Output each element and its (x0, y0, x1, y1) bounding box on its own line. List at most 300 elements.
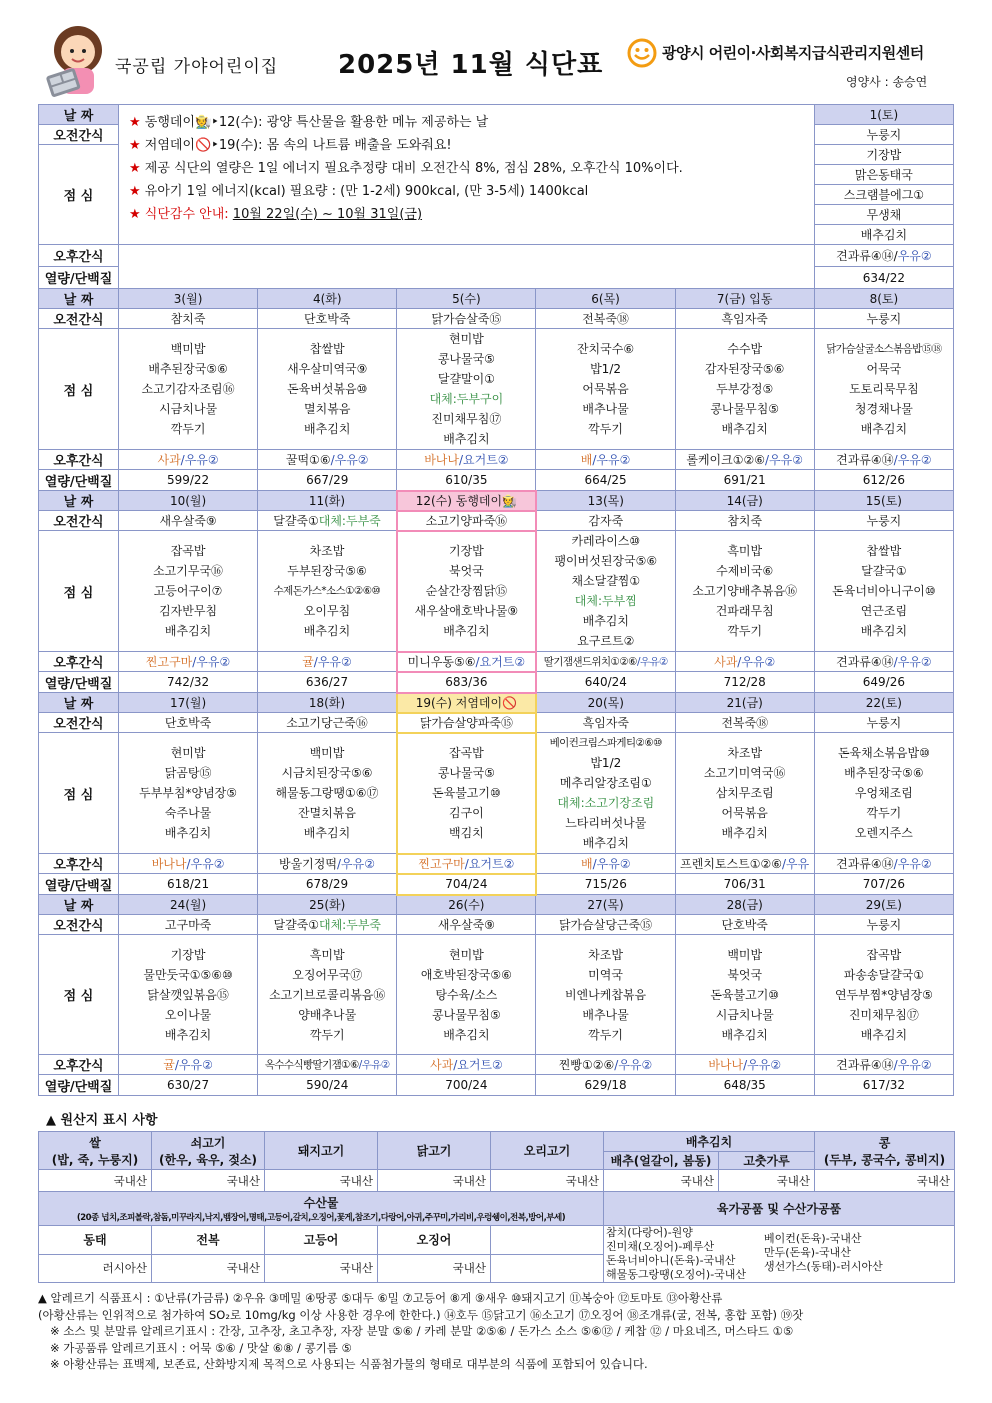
date-cell: 4(화) (258, 289, 397, 309)
morning-snack: 참치죽 (119, 309, 258, 329)
origin-value: 국내산 (378, 1170, 491, 1192)
lunch-item: 양배추나물 (298, 1007, 357, 1022)
afternoon-snack: 바나나/요거트② (397, 450, 536, 470)
lunch-cell (119, 329, 258, 450)
origin-title: ▲ 원산지 표시 사항 (46, 1113, 158, 1128)
afternoon-snack: 방울기정떡/우유② (258, 854, 397, 874)
lunch-item: 찹쌀밥 (866, 544, 902, 558)
kcal-cell: 618/21 (119, 874, 258, 895)
seafood-value: 러시아산 (39, 1254, 152, 1283)
row-label-date: 날 짜 (39, 491, 119, 511)
lunch-cell (814, 531, 953, 652)
kcal-cell: 664/25 (536, 470, 675, 491)
date-cell: 1(토) (814, 105, 953, 125)
afternoon-snack: 견과류④⑭/우유② (814, 652, 953, 672)
row-label-kcal: 열량/단백질 (39, 470, 119, 491)
lunch-item: 두부강정⑤ (716, 382, 774, 396)
date-cell: 22(토) (814, 693, 953, 713)
date-cell: 29(토) (814, 895, 953, 915)
origin-pepper: 고춧가루 (719, 1152, 815, 1170)
date-cell: 11(화) (258, 491, 397, 511)
kindergarten-name: 국공립 가야어린이집 (115, 57, 279, 77)
lunch-item: 도토리묵무침 (849, 382, 919, 396)
center-name: 광양시 어린이·사회복지급식관리지원센터 (662, 44, 924, 62)
afternoon-snack: 사과/우유② (675, 652, 814, 672)
lunch-cell (536, 733, 675, 854)
lunch-cell (258, 531, 397, 652)
lunch-item: 깍두기 (727, 624, 763, 638)
kcal-cell: 636/27 (258, 672, 397, 693)
row-label-lunch: 점 심 (39, 935, 119, 1055)
lunch-item: 배추김치 (303, 826, 351, 840)
lunch-item: 배추김치 (721, 422, 768, 436)
lunch-item: 현미밥 (170, 746, 206, 760)
seafood-value: 국내산 (152, 1254, 265, 1283)
lunch-item: 잔치국수⑥ (576, 342, 635, 356)
lunch-item: 소고기미역국⑯ (703, 766, 786, 780)
date-cell: 7(금) 입동 (675, 289, 814, 309)
lunch-item: 대체:두부구이 (429, 392, 504, 406)
date-cell: 20(목) (536, 693, 675, 713)
seafood-header: 수산물 (20종 넙치,조피볼락,참돔,미꾸라지,낙지,뱀장어,명태,고등어,갈치,오징어,꽃게,참조기,다랑어,아귀,주꾸미,가리비,우렁쉥이,전복,방어,부세) (39, 1192, 604, 1226)
afternoon-snack: 견과류④⑭/우유② (814, 1055, 953, 1075)
lunch-item: 깍두기 (866, 806, 902, 820)
lunch-item: 어묵볶음 (721, 806, 768, 820)
kcal-cell: 691/21 (675, 470, 814, 491)
lunch-cell (119, 733, 258, 854)
lunch-item: 배추김치 (814, 225, 953, 245)
lunch-item: 요구르트② (577, 634, 635, 648)
lunch-item: 돈육불고기⑩ (710, 987, 780, 1002)
footer-line: (아황산류는 인위적으로 첨가하여 SO₂로 10mg/kg 이상 사용한 경우에 한한다.) ⑭호두 ⑮닭고기 ⑯소고기 ⑰오징어 ⑱조개류(굴, 전복, 홍합 포함) ⑲잣 (38, 1307, 804, 1322)
processed-header: 육가공품 및 수산가공품 (604, 1192, 955, 1226)
row-label-date: 날 짜 (39, 289, 119, 309)
morning-snack: 새우살죽⑨ (119, 511, 258, 531)
lunch-item: 고등어구이⑦ (153, 584, 223, 598)
row-label-lunch: 점 심 (39, 329, 119, 450)
lunch-cell (814, 935, 953, 1055)
lunch-item: 맑은동태국 (814, 165, 953, 185)
footer-line: ※ 소스 및 분말류 알레르기표시 : 간장, 고추장, 초고추장, 자장 분말 ⑤⑥ / 카레 분말 ②⑤⑥ / 돈가스 소스 ⑤⑥⑫ / 케찹 ⑫ / 마요네즈, 머스타드 ①⑤ (50, 1324, 794, 1338)
lunch-item: 소고기감자조림⑯ (141, 382, 235, 396)
lunch-item: 새우살미역국⑨ (287, 362, 368, 376)
date-cell: 14(금) (675, 491, 814, 511)
lunch-item: 배추된장국⑤⑥ (844, 766, 924, 780)
morning-snack: 단호박죽 (258, 309, 397, 329)
lunch-item: 현미밥 (449, 947, 484, 962)
morning-snack: 닭가슴살양파죽⑮ (397, 713, 536, 733)
lunch-item: 흑미밥 (309, 947, 345, 962)
footer-line: ▲ 알레르기 식품표시 : ①난류(가금류) ②우유 ③메밀 ④땅콩 ⑤대두 ⑥밀 ⑦고등어 ⑧게 ⑨새우 ⑩돼지고기 ⑪복숭아 ⑫토마토 ⑬아황산류 (38, 1291, 723, 1305)
lunch-item: 배추김치 (164, 1027, 212, 1042)
date-cell: 24(월) (119, 895, 258, 915)
lunch-item: 애호박된장국⑤⑥ (420, 967, 512, 982)
row-label-lunch: 점 심 (39, 531, 119, 652)
lunch-item: 기장밥 (814, 145, 953, 165)
lunch-item: 백김치 (449, 826, 484, 840)
afternoon-snack: 귤/우유② (258, 652, 397, 672)
morning-snack: 달걀죽①대체:두부죽 (258, 511, 397, 531)
date-cell: 25(화) (258, 895, 397, 915)
lunch-item: 깍두기 (588, 422, 623, 436)
date-cell: 27(목) (536, 895, 675, 915)
seafood-value: 국내산 (378, 1254, 491, 1283)
lunch-cell (397, 531, 536, 652)
note-2: ★ 저염데이🚫‣19(수): 몸 속의 나트륨 배출을 도와줘요! (129, 138, 452, 153)
origin-value: 국내산 (719, 1170, 815, 1192)
origin-duck: 오리고기 (491, 1132, 604, 1170)
lunch-item: 연근조림 (860, 604, 908, 618)
row-label-date: 날 짜 (39, 105, 119, 125)
origin-rice: 쌀 (밥, 죽, 누룽지) (39, 1132, 152, 1170)
lunch-cell (536, 531, 675, 652)
lunch-item: 백미밥 (170, 342, 206, 356)
afternoon-snack: 미니우동⑤⑥/요거트② (397, 652, 536, 672)
origin-bean: 콩 (두부, 콩국수, 콩비지) (815, 1132, 955, 1170)
afternoon-snack: 귤/우유② (119, 1055, 258, 1075)
lunch-item: 배추나물 (582, 402, 629, 416)
row-label-afternoon: 오후간식 (39, 1055, 119, 1075)
row-label-date: 날 짜 (39, 895, 119, 915)
date-cell: 8(토) (814, 289, 953, 309)
kcal-cell: 634/22 (814, 267, 953, 289)
lunch-item: 찹쌀밥 (309, 342, 345, 356)
lunch-item: 오이나물 (164, 1007, 212, 1022)
lunch-item: 어묵볶음 (582, 382, 629, 396)
lunch-item: 배추김치 (164, 624, 212, 638)
afternoon-snack: 딸기잼샌드위치①②⑥/우유② (536, 652, 675, 672)
row-label-morning: 오전간식 (39, 125, 119, 145)
lunch-item: 배추김치 (860, 422, 908, 436)
nutritionist: 영양사 : 송승연 (846, 75, 928, 89)
lunch-item: 순살간장찜닭⑮ (425, 584, 508, 598)
afternoon-snack: 바나나/우유② (119, 854, 258, 874)
morning-snack: 흑임자죽 (675, 309, 814, 329)
lunch-item: 달걀국① (861, 564, 907, 578)
kcal-cell: 678/29 (258, 874, 397, 895)
afternoon-snack: 사과/우유② (119, 450, 258, 470)
date-cell: 3(월) (119, 289, 258, 309)
lunch-item: 콩나물무침⑤ (432, 1007, 501, 1022)
lunch-item: 콩나물무침⑤ (710, 402, 780, 416)
afternoon-snack: 찐고구마/요거트② (397, 854, 536, 874)
lunch-item: 돈육채소볶음밥⑩ (837, 746, 930, 760)
morning-snack: 누룽지 (814, 511, 953, 531)
date-cell: 6(목) (536, 289, 675, 309)
lunch-item: 닭살깻잎볶음⑮ (147, 987, 229, 1002)
lunch-item: 현미밥 (449, 332, 484, 346)
lunch-item: 감자된장국⑤⑥ (704, 362, 785, 376)
lunch-item: 김자반무침 (159, 604, 218, 618)
lunch-item: 비엔나케찹볶음 (564, 987, 647, 1002)
row-label-morning: 오전간식 (39, 309, 119, 329)
date-cell: 10(월) (119, 491, 258, 511)
lunch-item: 대체:소고기장조림 (557, 796, 655, 810)
row-label-morning: 오전간식 (39, 511, 119, 531)
lunch-item: 오렌지주스 (854, 826, 913, 840)
lunch-item: 배추김치 (721, 1027, 768, 1042)
kcal-cell: 612/26 (814, 470, 953, 491)
origin-kimchi: 배추김치 (604, 1132, 815, 1152)
lunch-item: 메추리알장조림① (559, 776, 652, 790)
row-label-lunch: 점 심 (39, 145, 119, 245)
lunch-item: 차조밥 (588, 947, 623, 962)
lunch-item: 오징어무국⑰ (292, 967, 363, 982)
week0-date-row (39, 105, 954, 125)
lunch-item: 연두부찜*양념장⑤ (834, 987, 933, 1002)
lunch-item: 배추김치 (443, 1027, 490, 1042)
lunch-item: 시금치나물 (159, 402, 218, 416)
lunch-item: 차조밥 (309, 544, 345, 558)
lunch-item: 팽이버섯된장국⑤⑥ (554, 554, 658, 568)
row-label-afternoon: 오후간식 (39, 652, 119, 672)
lunch-item: 파송송달걀국① (843, 967, 925, 982)
afternoon-snack: 견과류④⑭/우유② (814, 854, 953, 874)
kcal-cell: 715/26 (536, 874, 675, 895)
kcal-cell: 707/26 (814, 874, 953, 895)
morning-snack: 누룽지 (814, 309, 953, 329)
lunch-item: 멸치볶음 (304, 402, 351, 416)
lunch-item: 새우살애호박나물⑨ (414, 604, 519, 618)
lunch-item: 돈육너비아니구이⑩ (832, 584, 936, 598)
kcal-cell: 700/24 (397, 1075, 536, 1096)
afternoon-snack: 배/우유② (536, 854, 675, 874)
kcal-cell: 629/18 (536, 1075, 675, 1096)
morning-snack: 단호박죽 (675, 915, 814, 935)
origin-value: 국내산 (152, 1170, 265, 1192)
lunch-cell (814, 329, 953, 450)
allergy-footer (38, 1290, 954, 1373)
lunch-cell (397, 935, 536, 1055)
origin-value: 국내산 (265, 1170, 378, 1192)
lunch-cell (536, 329, 675, 450)
origin-cabbage: 배추(얼갈이, 봄동) (604, 1152, 719, 1170)
row-label-afternoon: 오후간식 (39, 245, 119, 267)
lunch-item: 숙주나물 (164, 806, 212, 820)
lunch-item: 스크램블에그① (814, 185, 953, 205)
child-mascot-icon (42, 22, 114, 100)
origin-value: 국내산 (39, 1170, 152, 1192)
lunch-cell (119, 531, 258, 652)
lunch-cell (675, 733, 814, 854)
lunch-item: 북엇국 (727, 967, 763, 982)
lunch-item: 잡곡밥 (449, 746, 484, 760)
lunch-item: 배추김치 (860, 624, 908, 638)
morning-snack: 닭가슴살당근죽⑮ (536, 915, 675, 935)
morning-snack: 누룽지 (814, 713, 953, 733)
row-label-kcal: 열량/단백질 (39, 874, 119, 895)
morning-snack: 새우살죽⑨ (397, 915, 536, 935)
lunch-item: 수수밥 (727, 342, 763, 356)
row-label-kcal: 열량/단백질 (39, 672, 119, 693)
afternoon-snack: 옥수수식빵딸기잼①⑥/우유② (258, 1055, 397, 1075)
page-header (0, 0, 992, 104)
lunch-item: 백미밥 (727, 947, 763, 962)
lunch-item: 건파래무침 (715, 604, 774, 618)
morning-snack: 닭가슴살죽⑮ (397, 309, 536, 329)
lunch-cell (258, 733, 397, 854)
afternoon-snack: 꿀떡①⑥/우유② (258, 450, 397, 470)
footer-line: ※ 가공품류 알레르기표시 : 어묵 ⑤⑥ / 맛살 ⑥⑧ / 콩기름 ⑤ (50, 1340, 352, 1355)
lunch-item: 카레라이스⑩ (571, 534, 641, 548)
kcal-cell: 648/35 (675, 1075, 814, 1096)
lunch-item: 채소달걀찜① (571, 574, 641, 588)
lunch-item: 콩나물국⑤ (437, 766, 495, 780)
morning-snack: 감자죽 (536, 511, 675, 531)
lunch-cell (397, 733, 536, 854)
kcal-cell: 704/24 (397, 874, 536, 895)
notes-box (119, 105, 815, 245)
date-cell: 5(수) (397, 289, 536, 309)
lunch-item: 밥1/2 (590, 756, 622, 770)
afternoon-snack: 견과류④⑭/우유② (814, 245, 953, 267)
lunch-item: 잡곡밥 (170, 544, 206, 558)
row-label-morning: 오전간식 (39, 915, 119, 935)
lunch-cell (675, 531, 814, 652)
date-cell: 18(화) (258, 693, 397, 713)
lunch-item: 김구이 (449, 806, 484, 820)
lunch-cell (258, 329, 397, 450)
note-3: ★ 제공 식단의 열량은 1일 에너지 필요추정량 대비 오전간식 8%, 점심 28%, 오후간식 10%이다. (129, 161, 683, 176)
lunch-item: 수제비국⑥ (716, 564, 774, 578)
lunch-item: 배추된장국⑤⑥ (148, 362, 228, 376)
morning-snack: 소고기당근죽⑯ (258, 713, 397, 733)
lunch-item: 두부된장국⑤⑥ (287, 564, 367, 578)
lunch-item: 차조밥 (727, 746, 763, 760)
lunch-item: 깍두기 (588, 1027, 623, 1042)
lunch-item: 잔멸치볶음 (298, 806, 356, 820)
lunch-item: 흑미밥 (727, 544, 763, 558)
afternoon-snack: 롤케이크①②⑥/우유② (675, 450, 814, 470)
morning-snack: 전복죽⑱ (675, 713, 814, 733)
note-1: ★ 동행데이🧑‍🌾‣12(수): 광양 특산물을 활용한 메뉴 제공하는 날 (129, 115, 489, 130)
lunch-item: 돈육불고기⑩ (432, 786, 501, 800)
afternoon-snack: 배/우유② (536, 450, 675, 470)
seafood-value: 국내산 (265, 1254, 378, 1283)
lunch-item: 배추김치 (582, 614, 629, 628)
origin-value: 국내산 (604, 1170, 719, 1192)
menu-table (38, 104, 954, 1096)
lunch-item: 해물동그랑땡①⑥⑰ (275, 786, 379, 800)
lunch-cell (258, 935, 397, 1055)
lunch-item: 배추김치 (582, 836, 629, 850)
kcal-cell: 706/31 (675, 874, 814, 895)
date-cell: 28(금) (675, 895, 814, 915)
lunch-item: 달걀말이① (437, 372, 495, 386)
morning-snack: 고구마죽 (119, 915, 258, 935)
date-cell: 19(수) 저염데이🚫 (397, 693, 536, 713)
lunch-item: 배추김치 (304, 422, 351, 436)
origin-beef: 쇠고기 (한우, 육우, 젖소) (152, 1132, 265, 1170)
lunch-item: 배추김치 (860, 1027, 908, 1042)
lunch-item: 돈육버섯볶음⑩ (287, 382, 368, 396)
lunch-item: 두부부침*양념장⑤ (139, 786, 238, 800)
morning-snack: 흑임자죽 (536, 713, 675, 733)
seafood-squid: 오징어 (378, 1226, 491, 1255)
seafood-abalone: 전복 (152, 1226, 265, 1255)
kcal-cell: 630/27 (119, 1075, 258, 1096)
lunch-item: 진미채무침⑰ (848, 1007, 919, 1022)
processed-list: 참치(다랑어)-원양 진미채(오징어)-페루산 돈육너비아니(돈육)-국내산 해물동그랑땡(오징어)-국내산 베이컨(돈육)-국내산 만두(돈육)-국내산 생선가스(동태)-러시아산 (604, 1226, 955, 1283)
date-cell: 26(수) (397, 895, 536, 915)
lunch-item: 수제돈가스*소스①②⑥⑩ (273, 585, 381, 597)
lunch-item: 미역국 (588, 967, 623, 982)
kcal-cell: 599/22 (119, 470, 258, 491)
lunch-item: 탕수육/소스 (435, 987, 498, 1002)
lunch-item: 기장밥 (449, 544, 484, 558)
lunch-item: 소고기무국⑯ (153, 564, 224, 578)
morning-snack: 단호박죽 (119, 713, 258, 733)
lunch-item: 밥1/2 (590, 362, 621, 376)
lunch-item: 진미채무침⑰ (431, 412, 502, 426)
row-label-afternoon: 오후간식 (39, 450, 119, 470)
lunch-item: 삼치무조림 (715, 786, 774, 800)
lunch-item: 청경채나물 (854, 402, 913, 416)
lunch-item: 어묵국 (866, 362, 902, 376)
lunch-item: 무생채 (814, 205, 953, 225)
lunch-item: 배추김치 (443, 624, 490, 638)
afternoon-snack: 찐빵①②⑥/우유② (536, 1055, 675, 1075)
kcal-cell: 590/24 (258, 1075, 397, 1096)
seafood-pollock: 동태 (39, 1226, 152, 1255)
row-label-kcal: 열량/단백질 (39, 267, 119, 289)
row-label-date: 날 짜 (39, 693, 119, 713)
smile-logo-icon (627, 38, 657, 68)
origin-pork: 돼지고기 (265, 1132, 378, 1170)
seafood-mackerel: 고등어 (265, 1226, 378, 1255)
morning-snack: 달걀죽①대체:두부죽 (258, 915, 397, 935)
date-cell: 21(금) (675, 693, 814, 713)
morning-snack: 누룽지 (814, 125, 953, 145)
kcal-cell: 610/35 (397, 470, 536, 491)
origin-table (38, 1131, 955, 1283)
lunch-item: 배추나물 (582, 1007, 629, 1022)
origin-value: 국내산 (491, 1170, 604, 1192)
afternoon-snack: 프렌치토스트①②⑥/우유 (675, 854, 814, 874)
date-cell: 17(월) (119, 693, 258, 713)
lunch-item: 베이컨크림스파게티②⑥⑩ (549, 737, 662, 749)
date-cell: 13(목) (536, 491, 675, 511)
lunch-item: 느타리버섯나물 (565, 816, 647, 830)
lunch-item: 깍두기 (170, 422, 206, 436)
kcal-cell: 683/36 (397, 672, 536, 693)
morning-snack: 소고기양파죽⑯ (397, 511, 536, 531)
lunch-item: 배추김치 (303, 624, 351, 638)
kcal-cell: 667/29 (258, 470, 397, 491)
kcal-cell: 712/28 (675, 672, 814, 693)
lunch-item: 닭가슴살굴소스볶음밥⑮⑱ (826, 343, 942, 355)
lunch-cell (397, 329, 536, 450)
row-label-afternoon: 오후간식 (39, 854, 119, 874)
lunch-item: 시금치나물 (715, 1007, 774, 1022)
note-5: ★ 식단감수 안내: 10월 22일(수) ~ 10월 31일(금) (129, 207, 423, 222)
afternoon-snack: 바나나/우유② (675, 1055, 814, 1075)
origin-chicken: 닭고기 (378, 1132, 491, 1170)
lunch-item: 기장밥 (170, 947, 206, 962)
kcal-cell: 742/32 (119, 672, 258, 693)
afternoon-snack: 찐고구마/우유② (119, 652, 258, 672)
lunch-cell (536, 935, 675, 1055)
afternoon-snack: 사과/요거트② (397, 1055, 536, 1075)
lunch-cell (119, 935, 258, 1055)
footer-line: ※ 아황산류는 표백제, 보존료, 산화방지제 목적으로 사용되는 식품첨가물의 형태로 대부분의 식품에 포함되어 있습니다. (50, 1357, 648, 1371)
lunch-item: 잡곡밥 (866, 947, 902, 962)
lunch-item: 시금치된장국⑤⑥ (281, 766, 373, 780)
lunch-item: 우엉채조림 (854, 786, 913, 800)
lunch-cell (675, 329, 814, 450)
row-label-morning: 오전간식 (39, 713, 119, 733)
kcal-cell: 617/32 (814, 1075, 953, 1096)
